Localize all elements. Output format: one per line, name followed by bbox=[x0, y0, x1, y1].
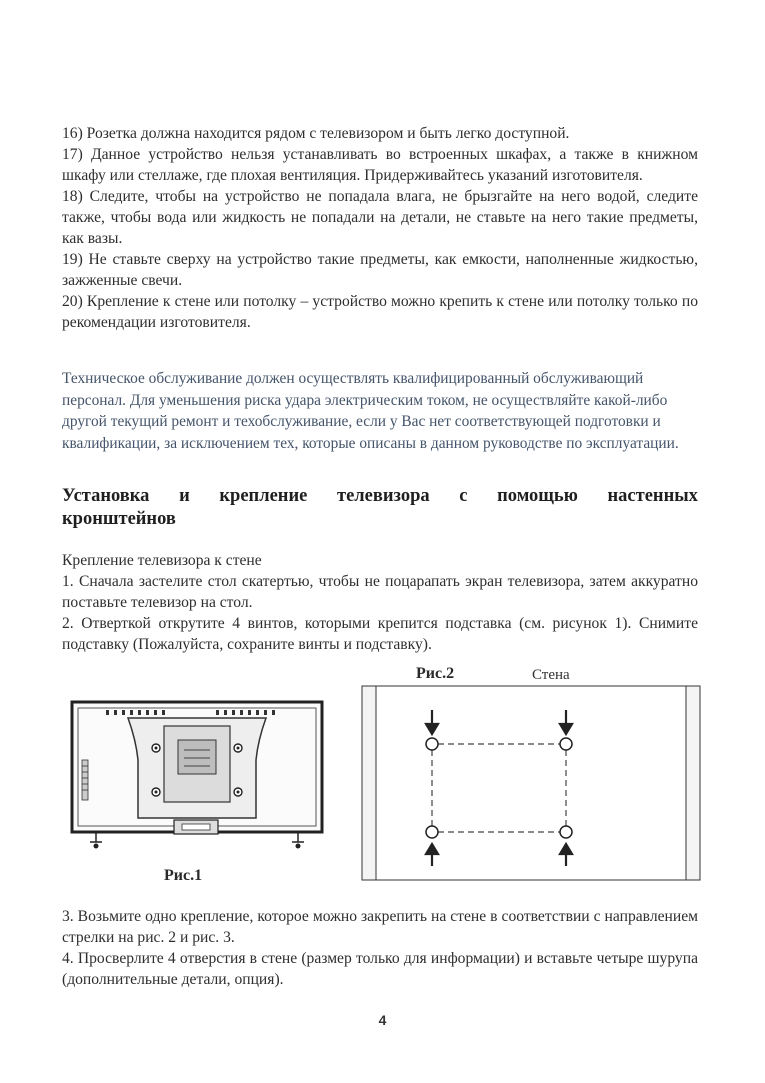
step-1: 1. Сначала застелите стол скатертью, чтобы не поцарапать экран телевизора, затем аккуратно поставьте телевизор на стол. bbox=[62, 573, 698, 611]
heading-word: телевизора bbox=[336, 486, 430, 506]
safety-item-16: 16) Розетка должна находится рядом с телевизором и быть легко доступной. bbox=[62, 125, 570, 142]
step-2: 2. Отверткой открутите 4 винтов, которыми крепится подставка (см. рисунок 1). Снимите подставку (Пожалуйста, сохраните винты и подставку). bbox=[62, 615, 698, 653]
section-heading bbox=[62, 485, 698, 531]
service-note: Техническое обслуживание должен осуществлять квалифицированный обслуживающий персонал. Для уменьшения риска удара электрическим током, не осуществляйте какой-либо другой текущий ремонт и техобслуживание, если у Вас нет соответствующей подготовки и квалификации, за исключением тех, которые описаны в данном руководстве по эксплуатации. bbox=[62, 370, 679, 452]
service-note-block bbox=[62, 368, 698, 454]
steps-after bbox=[62, 906, 698, 990]
heading-word: и bbox=[179, 486, 190, 506]
heading-word: крепление bbox=[219, 486, 308, 506]
fig2-caption: Рис.2 bbox=[416, 665, 455, 682]
wall-label: Стена bbox=[532, 667, 570, 683]
safety-item-20: 20) Крепление к стене или потолку – устройство можно крепить к стене или потолку только по рекомендации изготовителя. bbox=[62, 293, 698, 331]
subheading: Крепление телевизора к стене bbox=[62, 552, 262, 569]
section-heading-line-1 bbox=[62, 485, 698, 508]
step-3: 3. Возьмите одно крепление, которое можно закрепить на стене в соответствии с направлением стрелки на рис. 2 и рис. 3. bbox=[62, 908, 698, 946]
heading-word: настенных bbox=[607, 486, 698, 506]
heading-word: помощью bbox=[497, 486, 578, 506]
section-heading-line-2: кронштейнов bbox=[62, 509, 176, 529]
safety-item-18: 18) Следите, чтобы на устройство не попадала влага, не брызгайте на него водой, следите также, чтобы вода или жидкость не попадали на детали, не ставьте на него такие предметы, как вазы. bbox=[62, 188, 698, 247]
tv-back-figure bbox=[66, 700, 330, 890]
fig1-caption: Рис.1 bbox=[164, 867, 203, 884]
wall-mount-figure bbox=[360, 662, 702, 884]
safety-list bbox=[62, 123, 698, 333]
safety-item-19: 19) Не ставьте сверху на устройство такие предметы, как емкости, наполненные жидкостью, зажженные свечи. bbox=[62, 251, 698, 289]
figures-row bbox=[62, 662, 702, 892]
safety-item-17: 17) Данное устройство нельзя устанавливать во встроенных шкафах, а также в книжном шкафу или стеллаже, где плохая вентиляция. Придерживайтесь указаний изготовителя. bbox=[62, 146, 698, 184]
step-4: 4. Просверлите 4 отверстия в стене (размер только для информации) и вставьте четыре шурупа (дополнительные детали, опция). bbox=[62, 950, 698, 988]
heading-word: с bbox=[459, 486, 468, 506]
heading-word: Установка bbox=[62, 486, 150, 506]
steps-before bbox=[62, 550, 698, 655]
page-number: 4 bbox=[378, 1012, 387, 1028]
